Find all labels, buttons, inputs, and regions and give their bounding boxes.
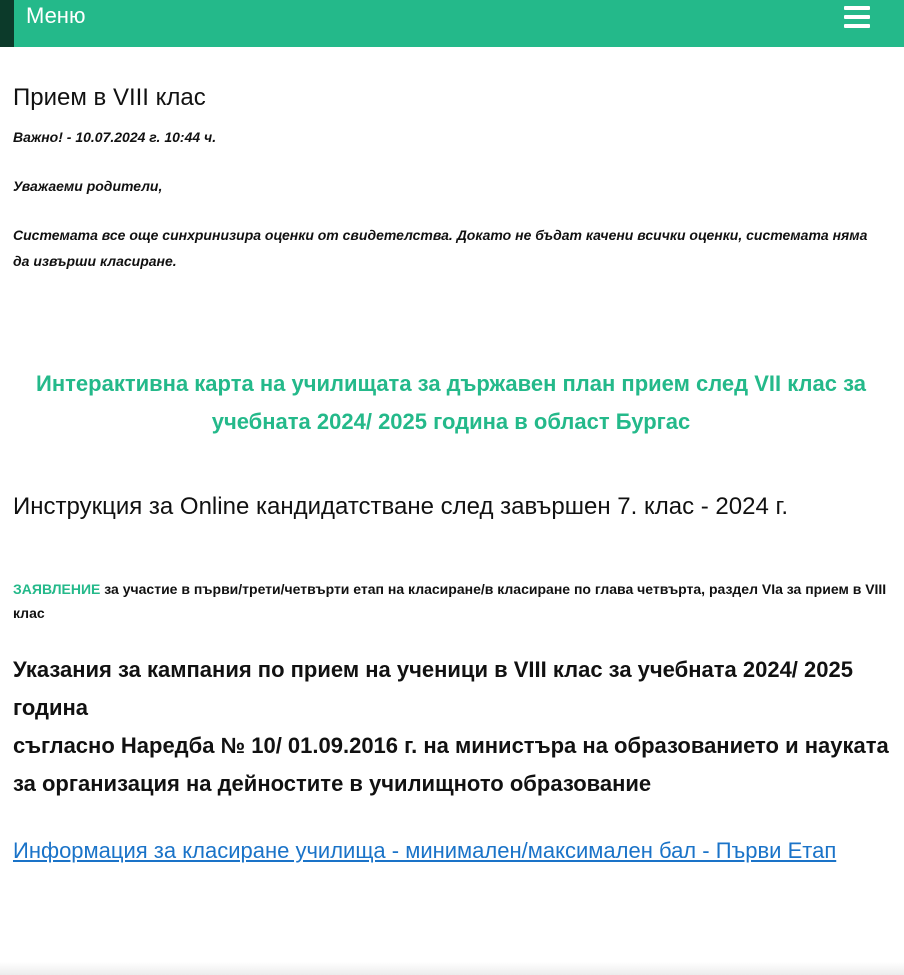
guidelines-line-1: Указания за кампания по прием на ученици в VIII клас за учебната 2024/ 2025 година bbox=[13, 657, 853, 720]
greeting-text: Уважаеми родители, bbox=[13, 178, 163, 194]
top-navigation-bar bbox=[0, 0, 904, 47]
application-description: за участие в първи/трети/четвърти етап на класиране/в класиране по глава четвърта, раздел VIa за прием в VIII клас bbox=[13, 581, 887, 621]
menu-button[interactable]: Меню bbox=[26, 3, 86, 28]
system-notice-text: Системата все още синхринизира оценки от свидетелства. Докато не бъдат качени всички оценки, системата няма да извърши класиране. bbox=[13, 227, 868, 269]
important-notice-date: Важно! - 10.07.2024 г. 10:44 ч. bbox=[13, 129, 217, 145]
guidelines-line-2: съгласно Наредба № 10/ 01.09.2016 г. на министъра на образованието и науката за организация на дейностите в училищното образование bbox=[13, 733, 889, 796]
hamburger-icon[interactable] bbox=[844, 6, 870, 28]
interactive-map-link[interactable]: Интерактивна карта на училищата за държавен план прием след VII клас за учебната 2024/ 2025 година в област Бургас bbox=[36, 371, 866, 434]
bottom-edge-shadow bbox=[0, 962, 904, 975]
campaign-guidelines-heading bbox=[13, 651, 893, 803]
application-form-link[interactable]: ЗАЯВЛЕНИЕ bbox=[13, 581, 101, 597]
application-paragraph bbox=[13, 577, 893, 625]
online-application-instruction-link[interactable]: Инструкция за Online кандидатстване след завършен 7. клас - 2024 г. bbox=[13, 493, 788, 520]
ranking-info-link[interactable]: Информация за класиране училища - минимален/максимален бал - Първи Етап bbox=[13, 838, 837, 863]
topbar-accent-strip bbox=[0, 0, 14, 47]
page-title: Прием в VIII клас bbox=[13, 84, 206, 111]
